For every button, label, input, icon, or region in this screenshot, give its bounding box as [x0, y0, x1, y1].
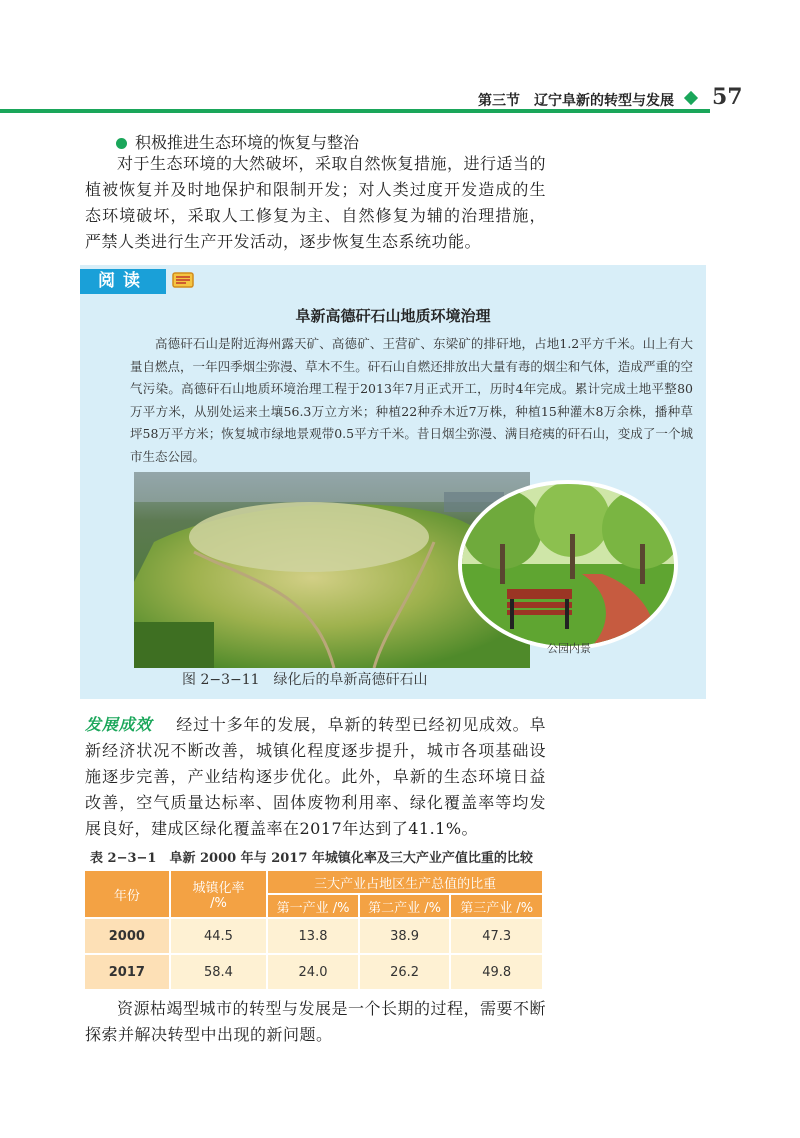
development-paragraph [85, 712, 546, 842]
table-row: 2000 44.5 13.8 38.9 47.3 [84, 918, 543, 954]
book-icon [172, 271, 194, 289]
page-number: 57 [712, 84, 743, 110]
bullet-heading [116, 130, 359, 153]
diamond-icon [684, 91, 698, 105]
header-secondary: 第二产业 /% [359, 894, 451, 918]
reading-body: 高德矸石山是附近海州露天矿、高德矿、王营矿、东梁矿的排矸地，占地1.2平方千米。山上有大量自燃点，一年四季烟尘弥漫、草木不生。矸石山自燃还排放出大量有毒的烟尘和气体，造成严重的空气污染。高德矸石山地质环境治理工程于2013年7月正式开工，历时4年完成。累计完成土地平整80万平方米，从别处运来土壤56.3万立方米；种植22种乔木近7万株，种植15种灌木8万余株，播种草坪58万平方米；恢复城市绿地景观带0.5平方千米。昔日烟尘弥漫、满目疮痍的矸石山，变成了一个城市生态公园。 [130, 336, 693, 464]
page-header [0, 86, 800, 122]
development-text: 经过十多年的发展，阜新的转型已经初见成效。阜新经济状况不断改善，城镇化程度逐步提升，城市各项基础设施逐步完善，产业结构逐步优化。此外，阜新的生态环境日益改善，空气质量达标率、固体废物利用率、绿化覆盖率等均发展良好，建成区绿化覆盖率在2017年达到了41.1%。 [85, 715, 546, 838]
section-title: 第三节 辽宁阜新的转型与发展 [478, 93, 674, 109]
development-keyword: 发展成效 [85, 715, 153, 734]
bullet-heading-text: 积极推进生态环境的恢复与整治 [135, 133, 360, 152]
header-year: 年份 [84, 870, 170, 918]
park-photo [458, 480, 678, 650]
header-primary: 第一产业 /% [267, 894, 359, 918]
table-caption: 表 2−3−1 阜新 2000 年与 2017 年城镇化率及三大产业产值比重的比较 [90, 851, 533, 866]
paragraph-conclusion: 资源枯竭型城市的转型与发展是一个长期的过程，需要不断探索并解决转型中出现的新问题。 [85, 999, 547, 1044]
header-tertiary: 第三产业 /% [450, 894, 543, 918]
comparison-table [83, 869, 544, 991]
header-urban: 城镇化率 /% [170, 870, 268, 918]
reading-title: 阜新高德矸石山地质环境治理 [295, 307, 491, 325]
reading-tag: 阅读 [80, 269, 166, 294]
paragraph-ecology: 对于生态环境的大然破坏，采取自然恢复措施，进行适当的植被恢复并及时地保护和限制开发；对人类过度开发造成的生态环境破坏，采取人工修复为主、自然修复为辅的治理措施，严禁人类进行生产开发活动，逐步恢复生态系统功能。 [85, 154, 547, 251]
reading-box [80, 265, 706, 699]
figure-caption: 图 2−3−11 绿化后的阜新高德矸石山 [182, 672, 428, 688]
bullet-dot-icon [116, 138, 127, 149]
inset-caption: 公园内景 [547, 642, 591, 655]
header-group: 三大产业占地区生产总值的比重 [267, 870, 543, 894]
header-rule [0, 109, 710, 113]
table-row: 2017 58.4 24.0 26.2 49.8 [84, 954, 543, 990]
